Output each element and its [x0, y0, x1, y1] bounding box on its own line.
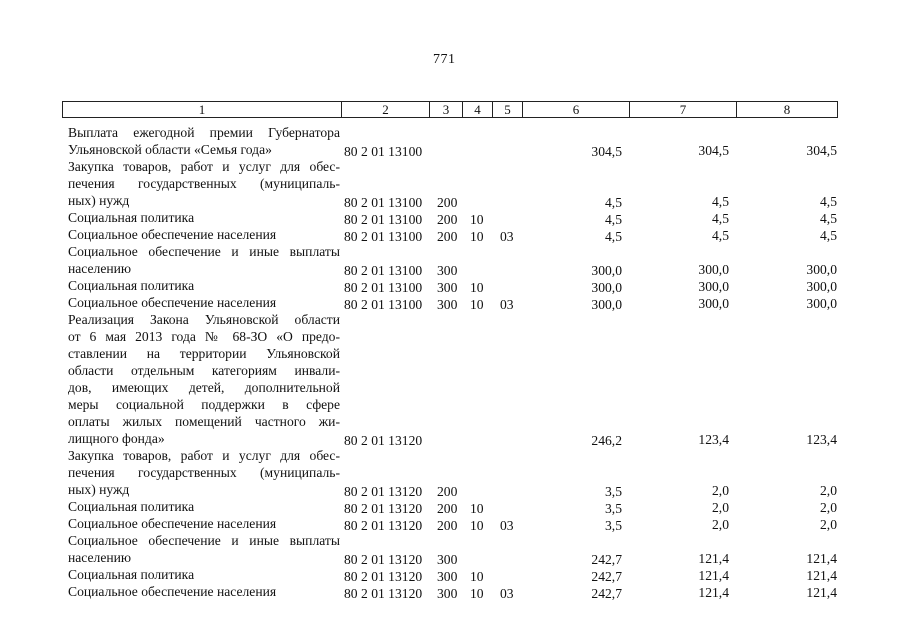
row-value-6: 242,7 — [591, 569, 622, 584]
row-description-line: Закупка товаров, работ и услуг для обес- — [68, 448, 340, 463]
row-value-6: 4,5 — [605, 195, 622, 210]
row-description-line: Социальная политика — [68, 278, 195, 293]
row-value-6: 4,5 — [605, 229, 622, 244]
row-value-7: 304,5 — [698, 143, 729, 158]
row-description-line: ставлении на территории Ульяновской — [68, 346, 340, 361]
row-col-4: 10 — [470, 569, 484, 584]
row-col-3: 300 — [437, 569, 458, 584]
row-value-8: 121,4 — [806, 585, 837, 600]
row-description-line: меры социальной поддержки в сфере — [68, 397, 340, 412]
row-value-7: 300,0 — [698, 279, 729, 294]
header-col-2: 2 — [342, 102, 430, 117]
row-description-line: дов, имеющих детей, дополнительной — [68, 380, 340, 395]
row-description-line: Социальное обеспечение населения — [68, 516, 277, 531]
row-code: 80 2 01 13120 — [344, 433, 423, 448]
row-code: 80 2 01 13100 — [344, 229, 423, 244]
row-col-3: 200 — [437, 501, 458, 516]
row-col-3: 300 — [437, 552, 458, 567]
header-col-1: 1 — [63, 102, 342, 117]
row-description-line: печения государственных (муниципаль- — [68, 465, 340, 480]
row-col-3: 300 — [437, 586, 458, 601]
header-col-8: 8 — [783, 102, 791, 117]
row-description-line: Социальное обеспечение населения — [68, 295, 277, 310]
row-value-7: 2,0 — [712, 517, 729, 532]
header-col-7: 7 — [630, 102, 737, 117]
row-description-line: ных) нужд — [68, 193, 130, 208]
row-col-4: 10 — [470, 518, 484, 533]
row-col-3: 200 — [437, 195, 458, 210]
row-value-6: 3,5 — [605, 501, 622, 516]
row-value-8: 123,4 — [806, 432, 837, 447]
row-value-8: 2,0 — [820, 483, 837, 498]
row-col-3: 200 — [437, 229, 458, 244]
row-value-6: 300,0 — [591, 280, 622, 295]
row-description-line: населению — [68, 261, 132, 276]
row-description-line: печения государственных (муниципаль- — [68, 176, 340, 191]
row-value-7: 121,4 — [698, 585, 729, 600]
row-code: 80 2 01 13100 — [344, 212, 423, 227]
row-col-5: 03 — [500, 229, 514, 244]
header-col-5: 5 — [493, 102, 523, 117]
row-value-7: 2,0 — [712, 500, 729, 515]
row-value-7: 4,5 — [712, 211, 729, 226]
row-value-7: 300,0 — [698, 296, 729, 311]
row-value-6: 304,5 — [591, 144, 622, 159]
row-value-8: 4,5 — [820, 194, 837, 209]
row-value-7: 300,0 — [698, 262, 729, 277]
row-value-8: 121,4 — [806, 568, 837, 583]
row-col-3: 200 — [437, 484, 458, 499]
row-col-5: 03 — [500, 586, 514, 601]
row-description-line: Социальное обеспечение и иные выплаты — [68, 533, 340, 548]
header-col-4: 4 — [463, 102, 493, 117]
row-description-line: оплаты жилых помещений частного жи- — [68, 414, 340, 429]
row-value-7: 4,5 — [712, 228, 729, 243]
row-col-4: 10 — [470, 280, 484, 295]
row-value-6: 300,0 — [591, 297, 622, 312]
row-value-6: 242,7 — [591, 586, 622, 601]
row-description-line: Социальная политика — [68, 499, 195, 514]
row-code: 80 2 01 13100 — [344, 144, 423, 159]
row-value-7: 123,4 — [698, 432, 729, 447]
row-description-line: населению — [68, 550, 132, 565]
row-value-8: 4,5 — [820, 211, 837, 226]
row-code: 80 2 01 13120 — [344, 552, 423, 567]
row-description-line: Социальная политика — [68, 210, 195, 225]
row-col-4: 10 — [470, 501, 484, 516]
row-description-line: Закупка товаров, работ и услуг для обес- — [68, 159, 340, 174]
row-description-line: от 6 мая 2013 года № 68-ЗО «О предо- — [68, 329, 340, 344]
row-value-7: 4,5 — [712, 194, 729, 209]
row-col-3: 200 — [437, 518, 458, 533]
row-value-8: 121,4 — [806, 551, 837, 566]
row-value-6: 3,5 — [605, 484, 622, 499]
row-code: 80 2 01 13120 — [344, 518, 423, 533]
row-col-4: 10 — [470, 212, 484, 227]
row-col-3: 300 — [437, 280, 458, 295]
row-code: 80 2 01 13100 — [344, 263, 423, 278]
row-code: 80 2 01 13100 — [344, 280, 423, 295]
table-header — [62, 101, 838, 118]
row-value-6: 246,2 — [591, 433, 622, 448]
row-description-line: области отдельным категориям инвали- — [68, 363, 340, 378]
row-col-3: 300 — [437, 263, 458, 278]
row-col-3: 300 — [437, 297, 458, 312]
row-value-8: 300,0 — [806, 296, 837, 311]
row-value-8: 4,5 — [820, 228, 837, 243]
row-value-6: 242,7 — [591, 552, 622, 567]
header-col-6: 6 — [523, 102, 630, 117]
row-code: 80 2 01 13120 — [344, 569, 423, 584]
row-code: 80 2 01 13100 — [344, 297, 423, 312]
row-value-8: 300,0 — [806, 279, 837, 294]
row-description-line: Выплата ежегодной премии Губернатора — [68, 125, 340, 140]
row-description-line: Социальное обеспечение населения — [68, 584, 277, 599]
row-description-line: лищного фонда» — [68, 431, 165, 446]
row-code: 80 2 01 13120 — [344, 501, 423, 516]
row-col-4: 10 — [470, 586, 484, 601]
row-description-line: Социальное обеспечение и иные выплаты — [68, 244, 340, 259]
row-col-4: 10 — [470, 229, 484, 244]
header-col-3: 3 — [430, 102, 463, 117]
row-code: 80 2 01 13120 — [344, 586, 423, 601]
row-value-7: 121,4 — [698, 568, 729, 583]
row-description-line: ных) нужд — [68, 482, 130, 497]
row-col-3: 200 — [437, 212, 458, 227]
row-col-4: 10 — [470, 297, 484, 312]
row-code: 80 2 01 13100 — [344, 195, 423, 210]
page-number: 771 — [433, 52, 456, 67]
row-value-6: 300,0 — [591, 263, 622, 278]
row-value-6: 4,5 — [605, 212, 622, 227]
row-value-8: 304,5 — [806, 143, 837, 158]
row-description-line: Ульяновской области «Семья года» — [68, 142, 272, 157]
row-value-7: 2,0 — [712, 483, 729, 498]
row-value-8: 2,0 — [820, 500, 837, 515]
row-code: 80 2 01 13120 — [344, 484, 423, 499]
row-description-line: Социальная политика — [68, 567, 195, 582]
row-value-8: 2,0 — [820, 517, 837, 532]
row-value-8: 300,0 — [806, 262, 837, 277]
row-value-6: 3,5 — [605, 518, 622, 533]
row-col-5: 03 — [500, 297, 514, 312]
row-description-line: Социальное обеспечение населения — [68, 227, 277, 242]
row-value-7: 121,4 — [698, 551, 729, 566]
row-description-line: Реализация Закона Ульяновской области — [68, 312, 340, 327]
row-col-5: 03 — [500, 518, 514, 533]
